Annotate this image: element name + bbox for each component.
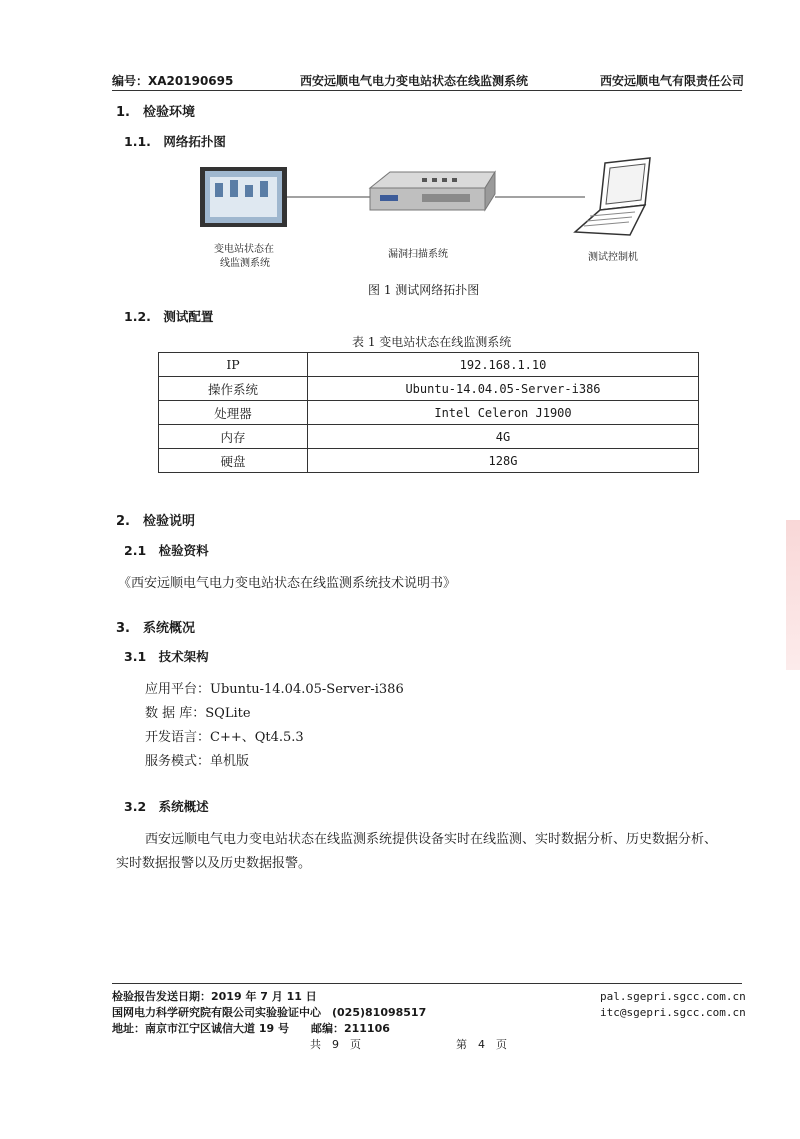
section-2-1-heading: 2.1 检验资料 xyxy=(124,543,209,558)
table-caption: 表 1 变电站状态在线监测系统 xyxy=(352,335,512,349)
table-row xyxy=(159,353,699,377)
table-row xyxy=(159,449,699,473)
network-topology-diagram xyxy=(190,150,670,290)
doc-number: 编号：XA20190695 xyxy=(112,74,234,88)
overview-line-2: 实时数据报警以及历史数据报警。 xyxy=(116,856,312,871)
header-company: 西安远顺电气有限责任公司 xyxy=(600,74,745,88)
footer-email-1: pal.sgepri.sgcc.com.cn xyxy=(600,990,746,1003)
scanner-server-icon xyxy=(370,172,495,210)
row-value: 128G xyxy=(308,449,699,473)
section-1-2-heading: 1.2. 测试配置 xyxy=(124,309,214,324)
footer-total-pages: 共 9 页 xyxy=(310,1038,361,1051)
arch-service-mode: 服务模式：单机版 xyxy=(145,754,250,769)
section-3-heading: 3. 系统概况 xyxy=(116,621,195,636)
section-2-heading: 2. 检验说明 xyxy=(116,514,195,529)
node-label-monitor-line1: 变电站状态在 xyxy=(214,244,274,255)
footer-page-number: 第 4 页 xyxy=(456,1038,507,1051)
seal-fragment xyxy=(786,520,800,670)
row-key: IP xyxy=(159,353,308,377)
node-label-control: 测试控制机 xyxy=(588,252,638,263)
section-1-heading: 1. 检验环境 xyxy=(116,105,195,120)
monitor-system-icon xyxy=(200,167,287,227)
arch-database: 数 据 库：SQLite xyxy=(145,706,251,721)
control-laptop-icon xyxy=(575,158,650,235)
row-value: Intel Celeron J1900 xyxy=(308,401,699,425)
overview-line-1: 西安远顺电气电力变电站状态在线监测系统提供设备实时在线监测、实时数据分析、历史数据分析、 xyxy=(145,832,718,847)
footer-address: 地址：南京市江宁区诚信大道 19 号 邮编：211106 xyxy=(112,1022,390,1035)
footer-rule xyxy=(112,983,742,984)
config-table xyxy=(158,352,699,473)
table-row xyxy=(159,377,699,401)
section-3-2-heading: 3.2 系统概述 xyxy=(124,799,209,814)
footer-org: 国网电力科学研究院有限公司实验验证中心 (025)81098517 xyxy=(112,1006,427,1019)
section-1-1-heading: 1.1. 网络拓扑图 xyxy=(124,134,226,149)
table-row xyxy=(159,425,699,449)
footer-email-2: itc@sgepri.sgcc.com.cn xyxy=(600,1006,746,1019)
figure-caption: 图 1 测试网络拓扑图 xyxy=(368,283,480,297)
footer-send-date: 检验报告发送日期：2019 年 7 月 11 日 xyxy=(112,990,317,1003)
table-row xyxy=(159,401,699,425)
header-title: 西安远顺电气电力变电站状态在线监测系统 xyxy=(300,74,529,88)
row-key: 操作系统 xyxy=(159,377,308,401)
header-rule xyxy=(112,90,742,91)
row-value: 4G xyxy=(308,425,699,449)
row-value: Ubuntu-14.04.05-Server-i386 xyxy=(308,377,699,401)
row-key: 硬盘 xyxy=(159,449,308,473)
node-label-scanner: 漏洞扫描系统 xyxy=(388,249,448,260)
inspection-materials: 《西安远顺电气电力变电站状态在线监测系统技术说明书》 xyxy=(118,576,457,591)
section-3-1-heading: 3.1 技术架构 xyxy=(124,649,209,664)
node-label-monitor-line2: 线监测系统 xyxy=(220,258,270,269)
arch-language: 开发语言：C++、Qt4.5.3 xyxy=(145,730,304,745)
row-key: 内存 xyxy=(159,425,308,449)
arch-platform: 应用平台：Ubuntu-14.04.05-Server-i386 xyxy=(145,682,404,697)
row-key: 处理器 xyxy=(159,401,308,425)
row-value: 192.168.1.10 xyxy=(308,353,699,377)
